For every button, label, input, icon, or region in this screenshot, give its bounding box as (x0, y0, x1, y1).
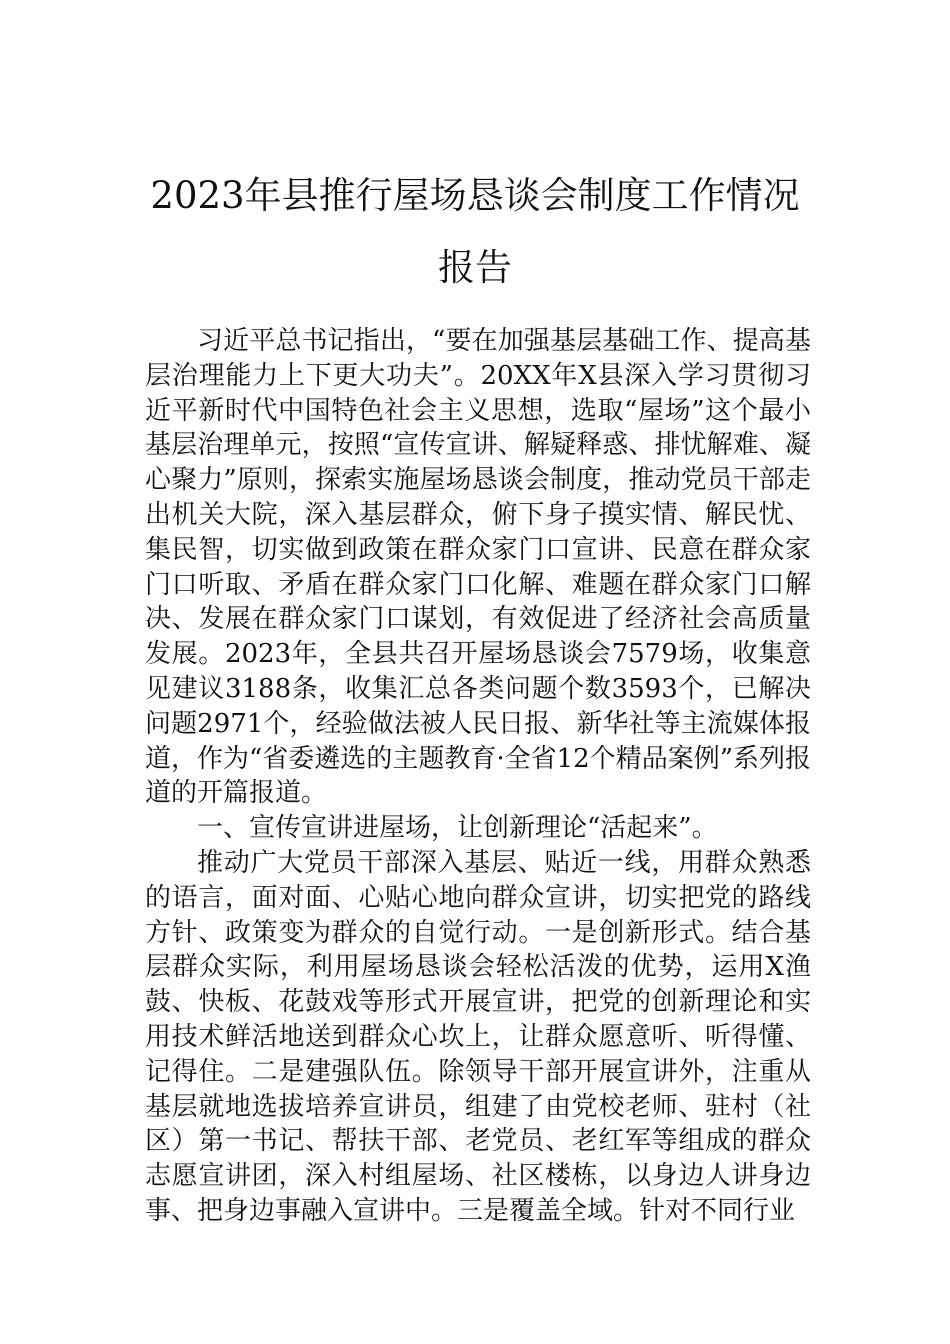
document-title: 2023年县推行屋场恳谈会制度工作情况报告 (150, 174, 800, 289)
document-body (145, 324, 811, 1229)
intro-paragraph: 习近平总书记指出，“要在加强基层基础工作、提高基层治理能力上下更大功夫”。20XX年X县深入学习贯彻习近平新时代中国特色社会主义思想，选取“屋场”这个最小基层治理单元，按照“宣传宣讲、解疑释惑、排忧解难、凝心聚力”原则，探索实施屋场恳谈会制度，推动党员干部走出机关大院，深入基层群众，俯下身子摸实情、解民忧、集民智，切实做到政策在群众家门口宣讲、民意在群众家门口听取、矛盾在群众家门口化解、难题在群众家门口解决、发展在群众家门口谋划，有效促进了经济社会高质量发展。2023年，全县共召开屋场恳谈会7579场，收集意见建议3188条，收集汇总各类问题个数3593个，已解决问题2971个，经验做法被人民日报、新华社等主流媒体报道，作为“省委遴选的主题教育·全省12个精品案例”系列报道的开篇报道。 (145, 326, 811, 809)
section-paragraph: 推动广大党员干部深入基层、贴近一线，用群众熟悉的语言，面对面、心贴心地向群众宣讲，切实把党的路线方针、政策变为群众的自觉行动。一是创新形式。结合基层群众实际，利用屋场恳谈会轻松活泼的优势，运用X渔鼓、快板、花鼓戏等形式开展宣讲，把党的创新理论和实用技术鲜活地送到群众心坎上，让群众愿意听、听得懂、记得住。二是建强队伍。除领导干部开展宣讲外，注重从基层就地选拔培养宣讲员，组建了由党校老师、驻村（社区）第一书记、帮扶干部、老党员、老红军等组成的群众志愿宣讲团，深入村组屋场、社区楼栋，以身边人讲身边事、把身边事融入宣讲中。三是覆盖全域。针对不同行业 (145, 847, 811, 1226)
section-heading: 一、宣传宣讲进屋场，让创新理论“活起来”。 (197, 813, 718, 844)
